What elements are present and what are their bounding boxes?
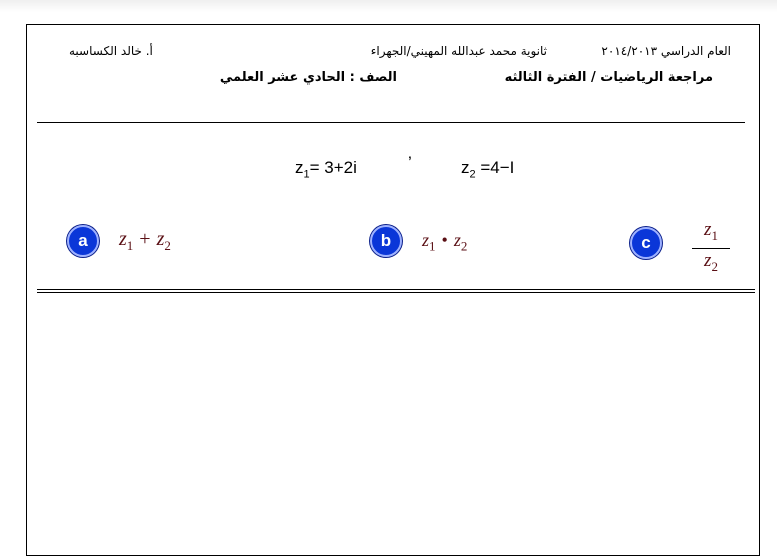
fraction-denominator: $z_2$ [704,249,718,274]
teacher-name: أ. خالد الكساسبه [69,44,153,58]
question-c-fraction [692,219,730,278]
page-top-shade [0,0,777,12]
fraction-bar [692,248,730,249]
question-a-expression: $z_1 + z_2$ [119,228,171,253]
worksheet-page [26,24,760,556]
school-name: ثانوية محمد عبدالله المهيني/الجهراء [370,44,547,58]
header-divider [37,122,745,123]
given-z2: $z_2 =4-I$ [461,158,515,181]
question-b-badge: b [370,225,402,257]
review-title: مراجعة الرياضيات / الفترة الثالثه [504,70,713,85]
given-z1: $z_1= 3+2i$ [295,158,357,181]
question-a-badge: a [67,225,99,257]
grade-label: الصف : الحادي عشر العلمي [219,70,397,85]
fraction-numerator: $z_1$ [704,219,718,243]
question-c-badge: c [630,227,662,259]
academic-year: العام الدراسي ٢٠١٤/٢٠١٣ [601,44,731,58]
question-b-expression: $z_1$ • $z_2$ [422,230,468,254]
given-separator: ’ [408,153,412,172]
section-divider [37,289,755,293]
